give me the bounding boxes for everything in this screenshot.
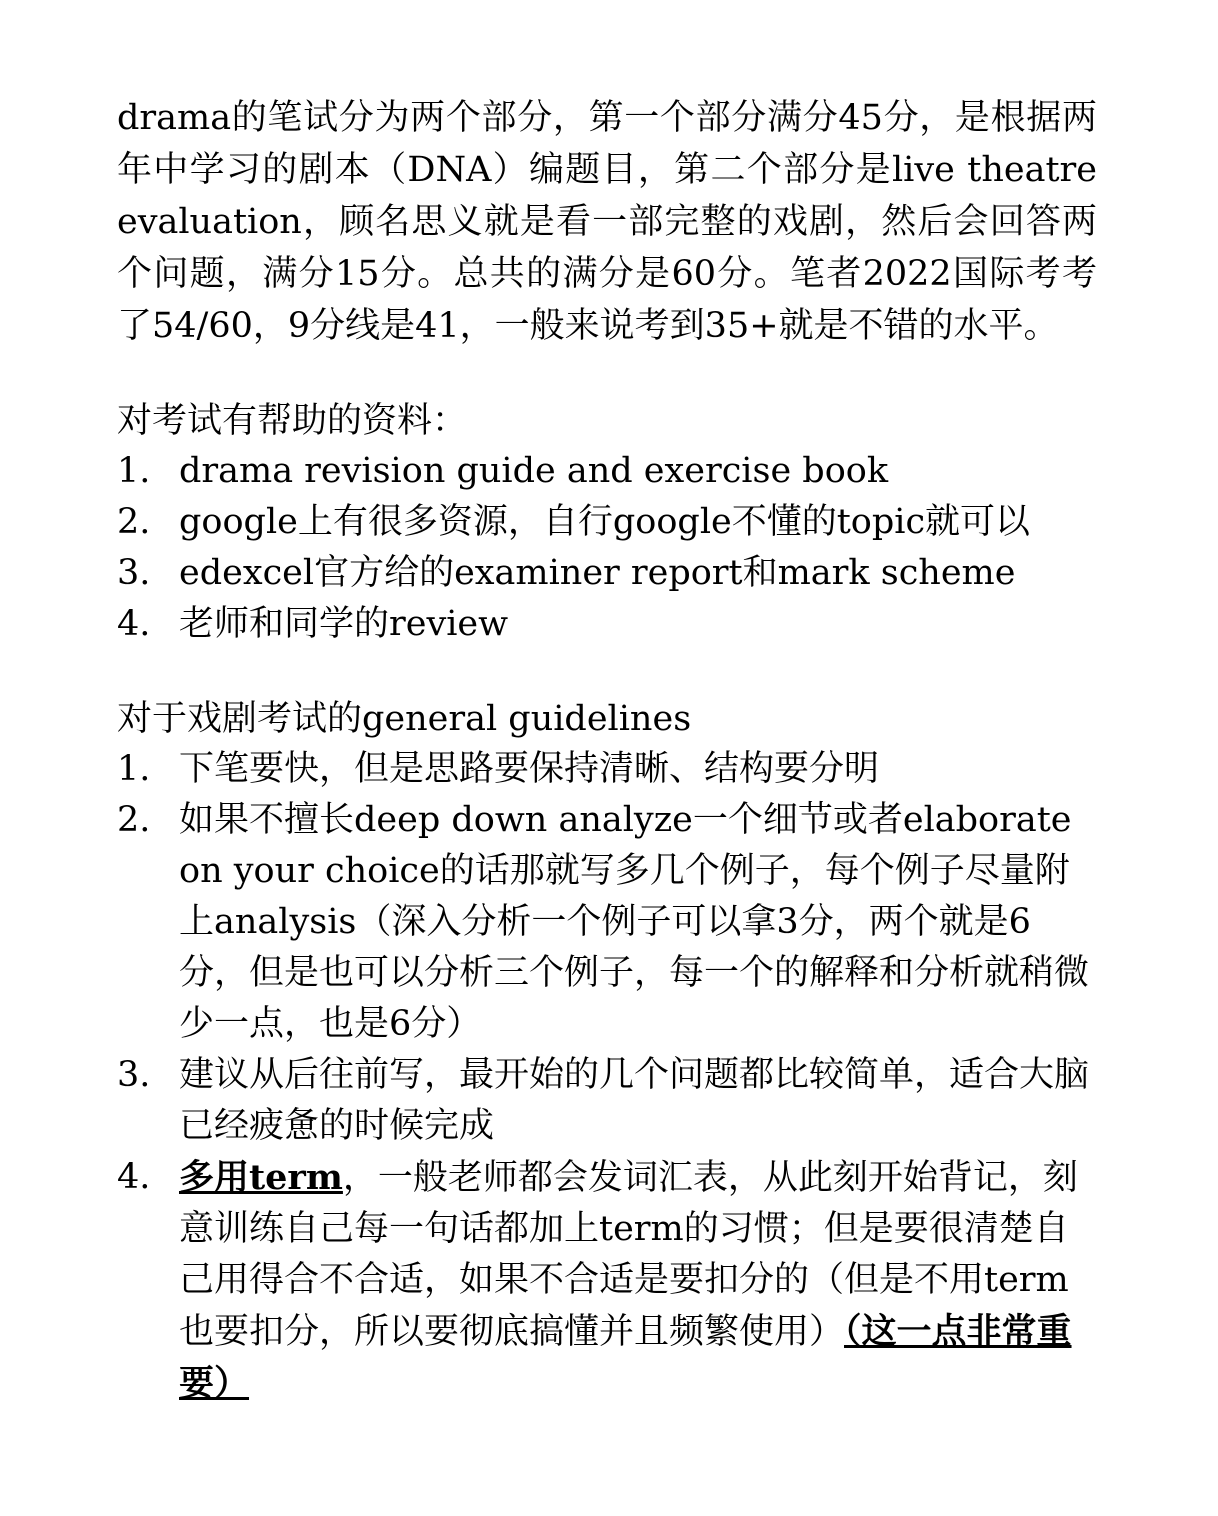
list-item-text: google上有很多资源，自行google不懂的topic就可以 [179, 502, 1031, 542]
list-item-text: 下笔要快，但是思路要保持清晰、结构要分明 [179, 749, 880, 789]
list-item [117, 497, 1097, 548]
list-item [117, 599, 1097, 650]
list-item-text: ，一般老师都会发词汇表，从此刻开始背记，刻意训练自己每一句话都加上term的习惯；但是要很清楚自己用得合不合适，如果不合适是要扣分的（但是不用term也要扣分，所以要彻底搞懂并且频繁使用） [179, 1158, 1078, 1352]
list-item-text: drama revision guide and exercise book [179, 451, 889, 491]
list-item [117, 1152, 1097, 1410]
list-number: 3. [117, 553, 151, 593]
emphasis-term: 多用term [179, 1157, 343, 1198]
list-number: 3. [117, 1055, 151, 1095]
list-number: 2. [117, 502, 151, 542]
list-item [117, 795, 1097, 1050]
resources-list [117, 446, 1097, 650]
list-number: 1. [117, 451, 151, 491]
guidelines-section [117, 694, 1097, 1410]
list-number: 1. [117, 749, 151, 789]
list-number: 2. [117, 800, 151, 840]
list-item-text: 如果不擅长deep down analyze一个细节或者elaborate on your choice的话那就写多几个例子，每个例子尽量附上analysis（深入分析一个例子可以拿3分，两个就是6分，但是也可以分析三个例子，每一个的解释和分析就稍微少一点，也是6分） [179, 800, 1090, 1044]
intro-paragraph: drama的笔试分为两个部分，第一个部分满分45分，是根据两年中学习的剧本（DNA）编题目，第二个部分是live theatre evaluation，顾名思义就是看一部完整的戏剧，然后会回答两个问题，满分15分。总共的满分是60分。笔者2022国际考考了54/60，9分线是41，一般来说考到35+就是不错的水平。 [117, 98, 1097, 346]
emphasis-note: （这一点非常重要） [179, 1311, 1072, 1404]
list-item-text: 老师和同学的review [179, 604, 509, 644]
list-number: 4. [117, 604, 151, 644]
guidelines-heading: 对于戏剧考试的general guidelines [117, 699, 692, 739]
guidelines-list [117, 744, 1097, 1410]
list-item [117, 744, 1097, 795]
resources-section [117, 396, 1097, 650]
list-item-text: 建议从后往前写，最开始的几个问题都比较简单，适合大脑已经疲惫的时候完成 [179, 1055, 1090, 1146]
list-item-text: edexcel官方给的examiner report和mark scheme [179, 553, 1016, 593]
resources-heading: 对考试有帮助的资料： [117, 401, 468, 441]
list-number: 4. [117, 1157, 151, 1197]
document-page [117, 92, 1097, 1410]
list-item [117, 548, 1097, 599]
list-item [117, 446, 1097, 497]
list-item [117, 1050, 1097, 1152]
